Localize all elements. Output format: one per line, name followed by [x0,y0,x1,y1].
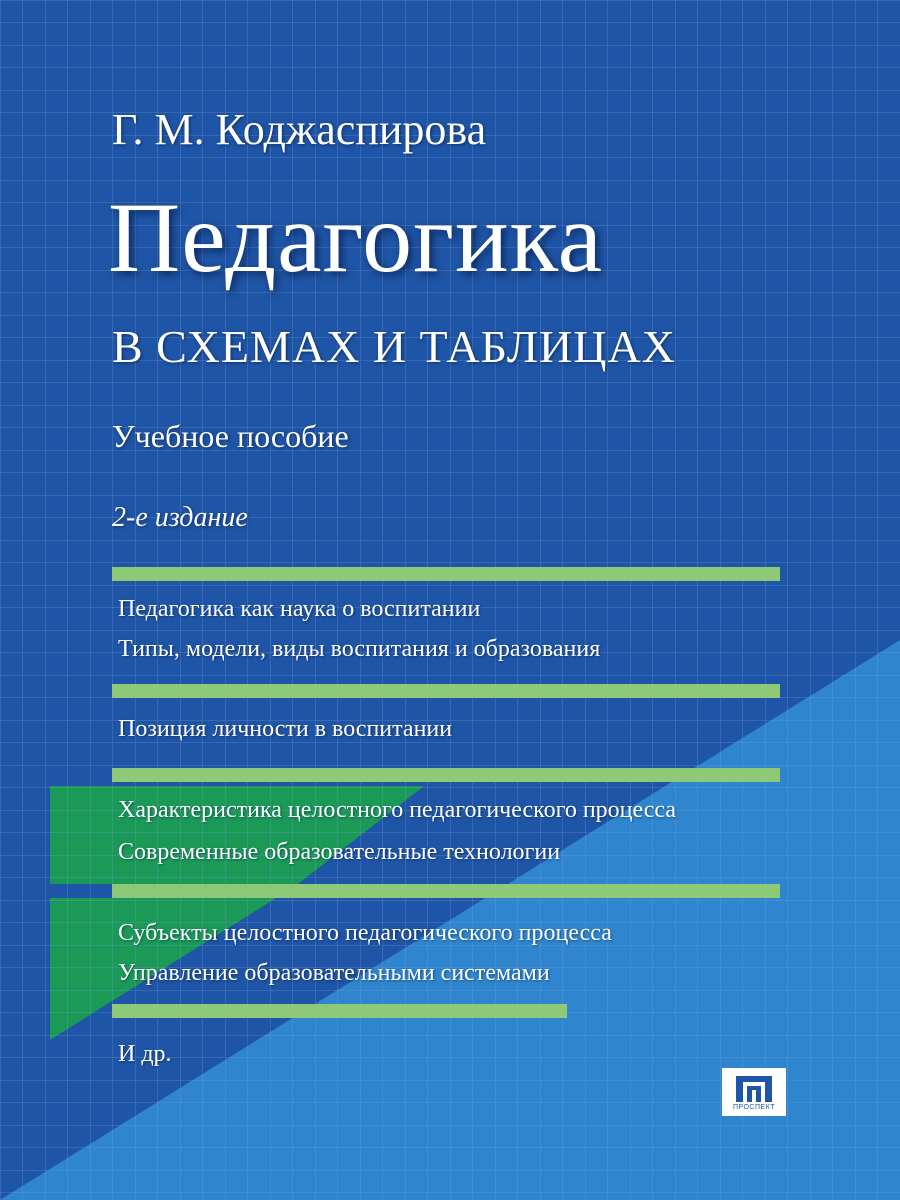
divider-bar [112,884,780,898]
publisher-name: ПРОСПЕКТ [732,1104,776,1111]
topic-item: Типы, модели, виды воспитания и образования [118,636,601,662]
publisher-logo [722,1068,786,1116]
topic-item: Управление образовательными системами [118,960,550,986]
topic-item: Характеристика целостного педагогического процесса [118,797,677,823]
edition-label: 2-е издание [112,502,248,533]
divider-bar [112,567,780,581]
topic-item: Субъекты целостного педагогического процесса [118,920,612,946]
author-name: Г. М. Коджаспирова [112,105,487,154]
topic-item: Современные образовательные технологии [118,839,561,865]
divider-bar [112,684,780,698]
divider-bar [112,1004,567,1018]
book-subtitle-text: В СХЕМАХ И ТАБЛИЦАХ [112,321,676,372]
book-type: Учебное пособие [112,418,349,454]
publisher-logo-icon [728,1072,780,1104]
topic-item: И др. [118,1041,172,1067]
book-subtitle [112,320,676,373]
book-title: Педагогика [108,182,604,293]
topic-item: Позиция личности в воспитании [118,716,453,742]
divider-bar [112,768,780,782]
topic-item: Педагогика как наука о воспитании [118,596,481,622]
